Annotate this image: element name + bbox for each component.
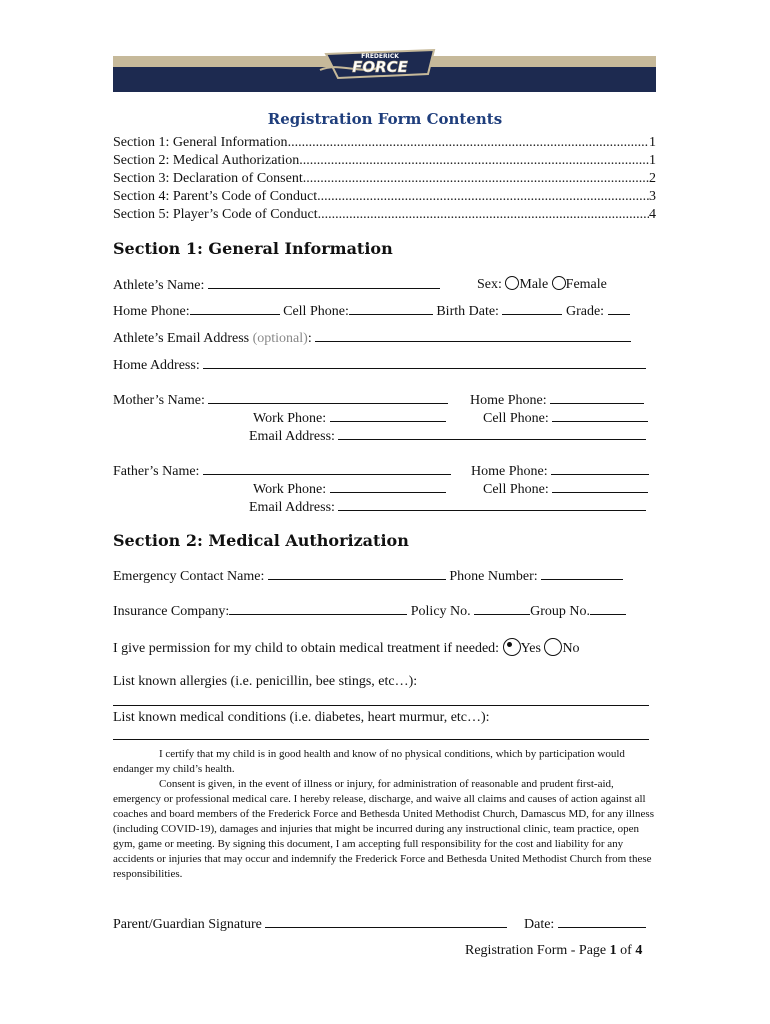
permission-no-radio[interactable]: [544, 638, 562, 656]
toc-item-page: 1: [649, 153, 656, 168]
insurance-field[interactable]: [229, 602, 407, 615]
mother-name-row: [113, 391, 448, 409]
toc-item-page: 4: [649, 207, 656, 222]
signature-label: Parent/Guardian Signature: [113, 917, 262, 932]
toc-item[interactable]: [113, 134, 656, 152]
toc-title: Registration Form Contents: [267, 110, 503, 128]
mother-work-phone-field[interactable]: [330, 409, 446, 422]
toc-item[interactable]: [113, 188, 656, 206]
permission-label: I give permission for my child to obtain medical treatment if needed:: [113, 641, 500, 656]
sex-row: [477, 276, 607, 293]
footer-prefix: Registration Form - Page: [465, 943, 610, 958]
cell-phone-field[interactable]: [349, 302, 433, 315]
toc-item-page: 3: [649, 189, 656, 204]
home-address-field[interactable]: [203, 356, 646, 369]
grade-field[interactable]: [608, 302, 630, 315]
father-work-phone-label: Work Phone:: [253, 482, 327, 497]
sex-female-label: Female: [565, 277, 607, 292]
father-cell-phone-label: Cell Phone:: [483, 482, 549, 497]
father-home-phone-row: [471, 462, 649, 480]
birth-date-label: Birth Date:: [436, 304, 499, 319]
insurance-label: Insurance Company:: [113, 604, 230, 619]
signature-row: [113, 915, 507, 933]
athlete-name-field[interactable]: [208, 276, 440, 289]
section1-title: Section 1: General Information: [113, 239, 393, 258]
sex-male-radio[interactable]: [505, 276, 519, 290]
father-name-field[interactable]: [203, 462, 451, 475]
force-logo: [318, 44, 442, 84]
allergies-label: List known allergies (i.e. penicillin, bee stings, etc…):: [113, 674, 418, 689]
father-home-phone-label: Home Phone:: [471, 464, 548, 479]
permission-yes-label: Yes: [520, 641, 541, 656]
toc-item-page: 2: [649, 171, 656, 186]
toc-item-label: Section 1: General Information: [113, 135, 288, 150]
toc-item[interactable]: [113, 152, 656, 170]
toc-item-label: Section 2: Medical Authorization: [113, 153, 300, 168]
permission-no-label: No: [562, 641, 580, 656]
home-phone-label: Home Phone:: [113, 304, 190, 319]
policy-label: Policy No.: [410, 604, 471, 619]
emergency-field[interactable]: [268, 567, 446, 580]
mother-home-phone-label: Home Phone:: [470, 393, 547, 408]
email-label: Athlete’s Email Address: [113, 331, 250, 346]
mother-work-phone-label: Work Phone:: [253, 411, 327, 426]
home-phone-field[interactable]: [190, 302, 280, 315]
toc-item-label: Section 5: Player’s Code of Conduct: [113, 207, 318, 222]
mother-home-phone-row: [470, 391, 644, 409]
father-work-phone-row: [253, 480, 446, 498]
sex-label: Sex:: [477, 277, 502, 292]
footer-of: of: [616, 943, 636, 958]
email-field[interactable]: [315, 329, 631, 342]
footer-total: 4: [635, 943, 643, 958]
home-address-row: [113, 356, 646, 374]
allergies-field[interactable]: [113, 705, 649, 706]
signature-field[interactable]: [265, 915, 507, 928]
permission-row: [113, 638, 580, 657]
conditions-field[interactable]: [113, 739, 649, 740]
group-label: Group No.: [530, 604, 591, 619]
mother-email-row: [249, 427, 646, 445]
policy-field[interactable]: [474, 602, 530, 615]
birth-date-field[interactable]: [502, 302, 562, 315]
page-footer: [465, 943, 642, 959]
mother-cell-phone-row: [483, 409, 648, 427]
sex-female-radio[interactable]: [552, 276, 566, 290]
date-row: [524, 915, 646, 933]
section2-title: Section 2: Medical Authorization: [113, 531, 409, 550]
phone-number-label: Phone Number:: [449, 569, 538, 584]
toc-item-page: 1: [649, 135, 656, 150]
mother-home-phone-field[interactable]: [550, 391, 644, 404]
mother-name-field[interactable]: [208, 391, 448, 404]
father-name-row: [113, 462, 451, 480]
mother-cell-phone-field[interactable]: [552, 409, 648, 422]
cell-phone-label: Cell Phone:: [283, 304, 349, 319]
phone-number-field[interactable]: [541, 567, 623, 580]
mother-name-label: Mother’s Name:: [113, 393, 205, 408]
email-colon: :: [307, 331, 312, 346]
sex-male-label: Male: [519, 277, 549, 292]
logo-main-text: FORCE: [352, 58, 408, 76]
father-email-row: [249, 498, 646, 516]
grade-label: Grade:: [565, 304, 605, 319]
toc-item[interactable]: [113, 206, 656, 224]
phone-row: [113, 302, 630, 320]
footer-page: 1: [609, 943, 617, 958]
toc-item-label: Section 4: Parent’s Code of Conduct: [113, 189, 318, 204]
permission-yes-radio[interactable]: [503, 638, 521, 656]
mother-email-label: Email Address:: [249, 429, 335, 444]
email-optional-note: (optional): [252, 331, 308, 346]
toc-item-label: Section 3: Declaration of Consent: [113, 171, 303, 186]
insurance-row: [113, 602, 626, 620]
mother-cell-phone-label: Cell Phone:: [483, 411, 549, 426]
group-field[interactable]: [590, 602, 626, 615]
emergency-label: Emergency Contact Name:: [113, 569, 265, 584]
father-name-label: Father’s Name:: [113, 464, 200, 479]
logo-top-text: FREDERICK: [361, 53, 399, 60]
mother-email-field[interactable]: [338, 427, 646, 440]
athlete-name-label: Athlete’s Name:: [113, 278, 205, 293]
father-email-label: Email Address:: [249, 500, 335, 515]
toc-item[interactable]: [113, 170, 656, 188]
father-cell-phone-row: [483, 480, 648, 498]
date-label: Date:: [524, 917, 555, 932]
father-cell-phone-field[interactable]: [552, 480, 648, 493]
home-address-label: Home Address:: [113, 358, 200, 373]
mother-work-phone-row: [253, 409, 446, 427]
father-work-phone-field[interactable]: [330, 480, 446, 493]
conditions-label: List known medical conditions (i.e. diabetes, heart murmur, etc…):: [113, 710, 490, 725]
athlete-name-row: [113, 276, 440, 294]
date-field[interactable]: [558, 915, 646, 928]
consent-paragraph: Consent is given, in the event of illness or injury, for administration of reasonable and prudent first-aid, emergency or professional medical care. I hereby release, discharge, and waive all claims and causes of action against all coaches and board members of the Frederick Force and Bethesda United Methodist Church, Damascus MD, for any illness (including COVID-19), damages and injuries that might be incurred during any instructional clinic, team practice, open gym, game or meeting. By signing this document, I am accepting full responsibility for the cost and liability for any accidents or injuries that may occur and indemnify the Frederick Force and Bethesda United Methodist Church from these responsibilities.: [113, 778, 654, 880]
email-row: [113, 329, 631, 347]
certify-paragraph: I certify that my child is in good health and know of no physical conditions, which by participation would endanger my child’s health.: [113, 748, 625, 775]
father-home-phone-field[interactable]: [551, 462, 649, 475]
father-email-field[interactable]: [338, 498, 646, 511]
emergency-row: [113, 567, 623, 585]
